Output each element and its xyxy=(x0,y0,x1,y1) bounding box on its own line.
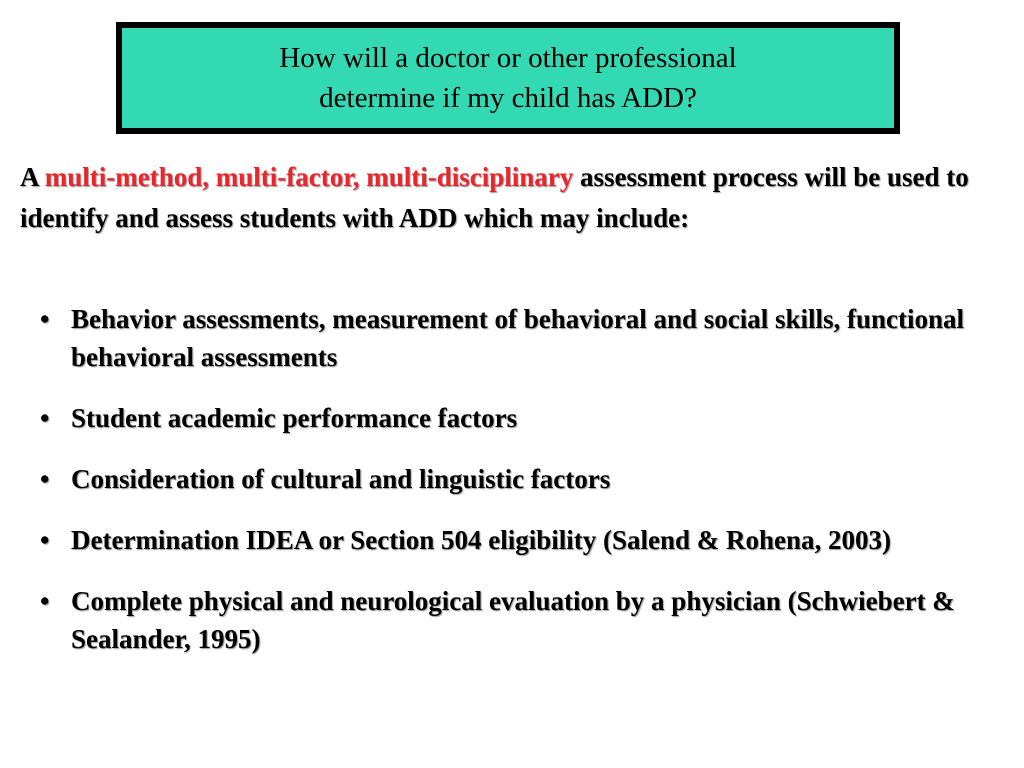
slide-title-box xyxy=(116,22,900,134)
bullet-text: Consideration of cultural and linguistic factors xyxy=(71,464,611,494)
bullet-text: Student academic performance factors xyxy=(71,403,518,433)
slide-title-line-2: determine if my child has ADD? xyxy=(319,82,697,114)
bullet-marker: • xyxy=(40,586,50,616)
intro-highlight: multi-method, multi-factor, multi-disciplinary xyxy=(44,162,574,192)
bullet-marker: • xyxy=(40,464,50,494)
bullet-item-academic-performance xyxy=(40,399,1015,437)
intro-paragraph xyxy=(20,157,1010,239)
bullet-item-physical-evaluation xyxy=(40,582,1015,658)
bullet-marker: • xyxy=(40,304,50,334)
slide-title-line-1: How will a doctor or other professional xyxy=(279,42,737,74)
bullet-item-cultural-linguistic xyxy=(40,460,1015,498)
bullet-item-behavior-assessments xyxy=(40,300,1015,376)
bullet-item-eligibility xyxy=(40,521,1015,559)
intro-prefix: A xyxy=(20,162,39,192)
intro-suffix: assessment process will be used to identify and assess students with ADD which may include: xyxy=(20,162,969,233)
bullet-marker: • xyxy=(40,525,50,555)
bullet-text: Determination IDEA or Section 504 eligibility (Salend & Rohena, 2003) xyxy=(71,525,891,555)
bullet-list xyxy=(40,300,1015,681)
bullet-text: Complete physical and neurological evaluation by a physician (Schwiebert & Sealander, 1995) xyxy=(71,586,955,654)
bullet-marker: • xyxy=(40,403,50,433)
bullet-text: Behavior assessments, measurement of behavioral and social skills, functional behavioral assessments xyxy=(71,304,965,372)
